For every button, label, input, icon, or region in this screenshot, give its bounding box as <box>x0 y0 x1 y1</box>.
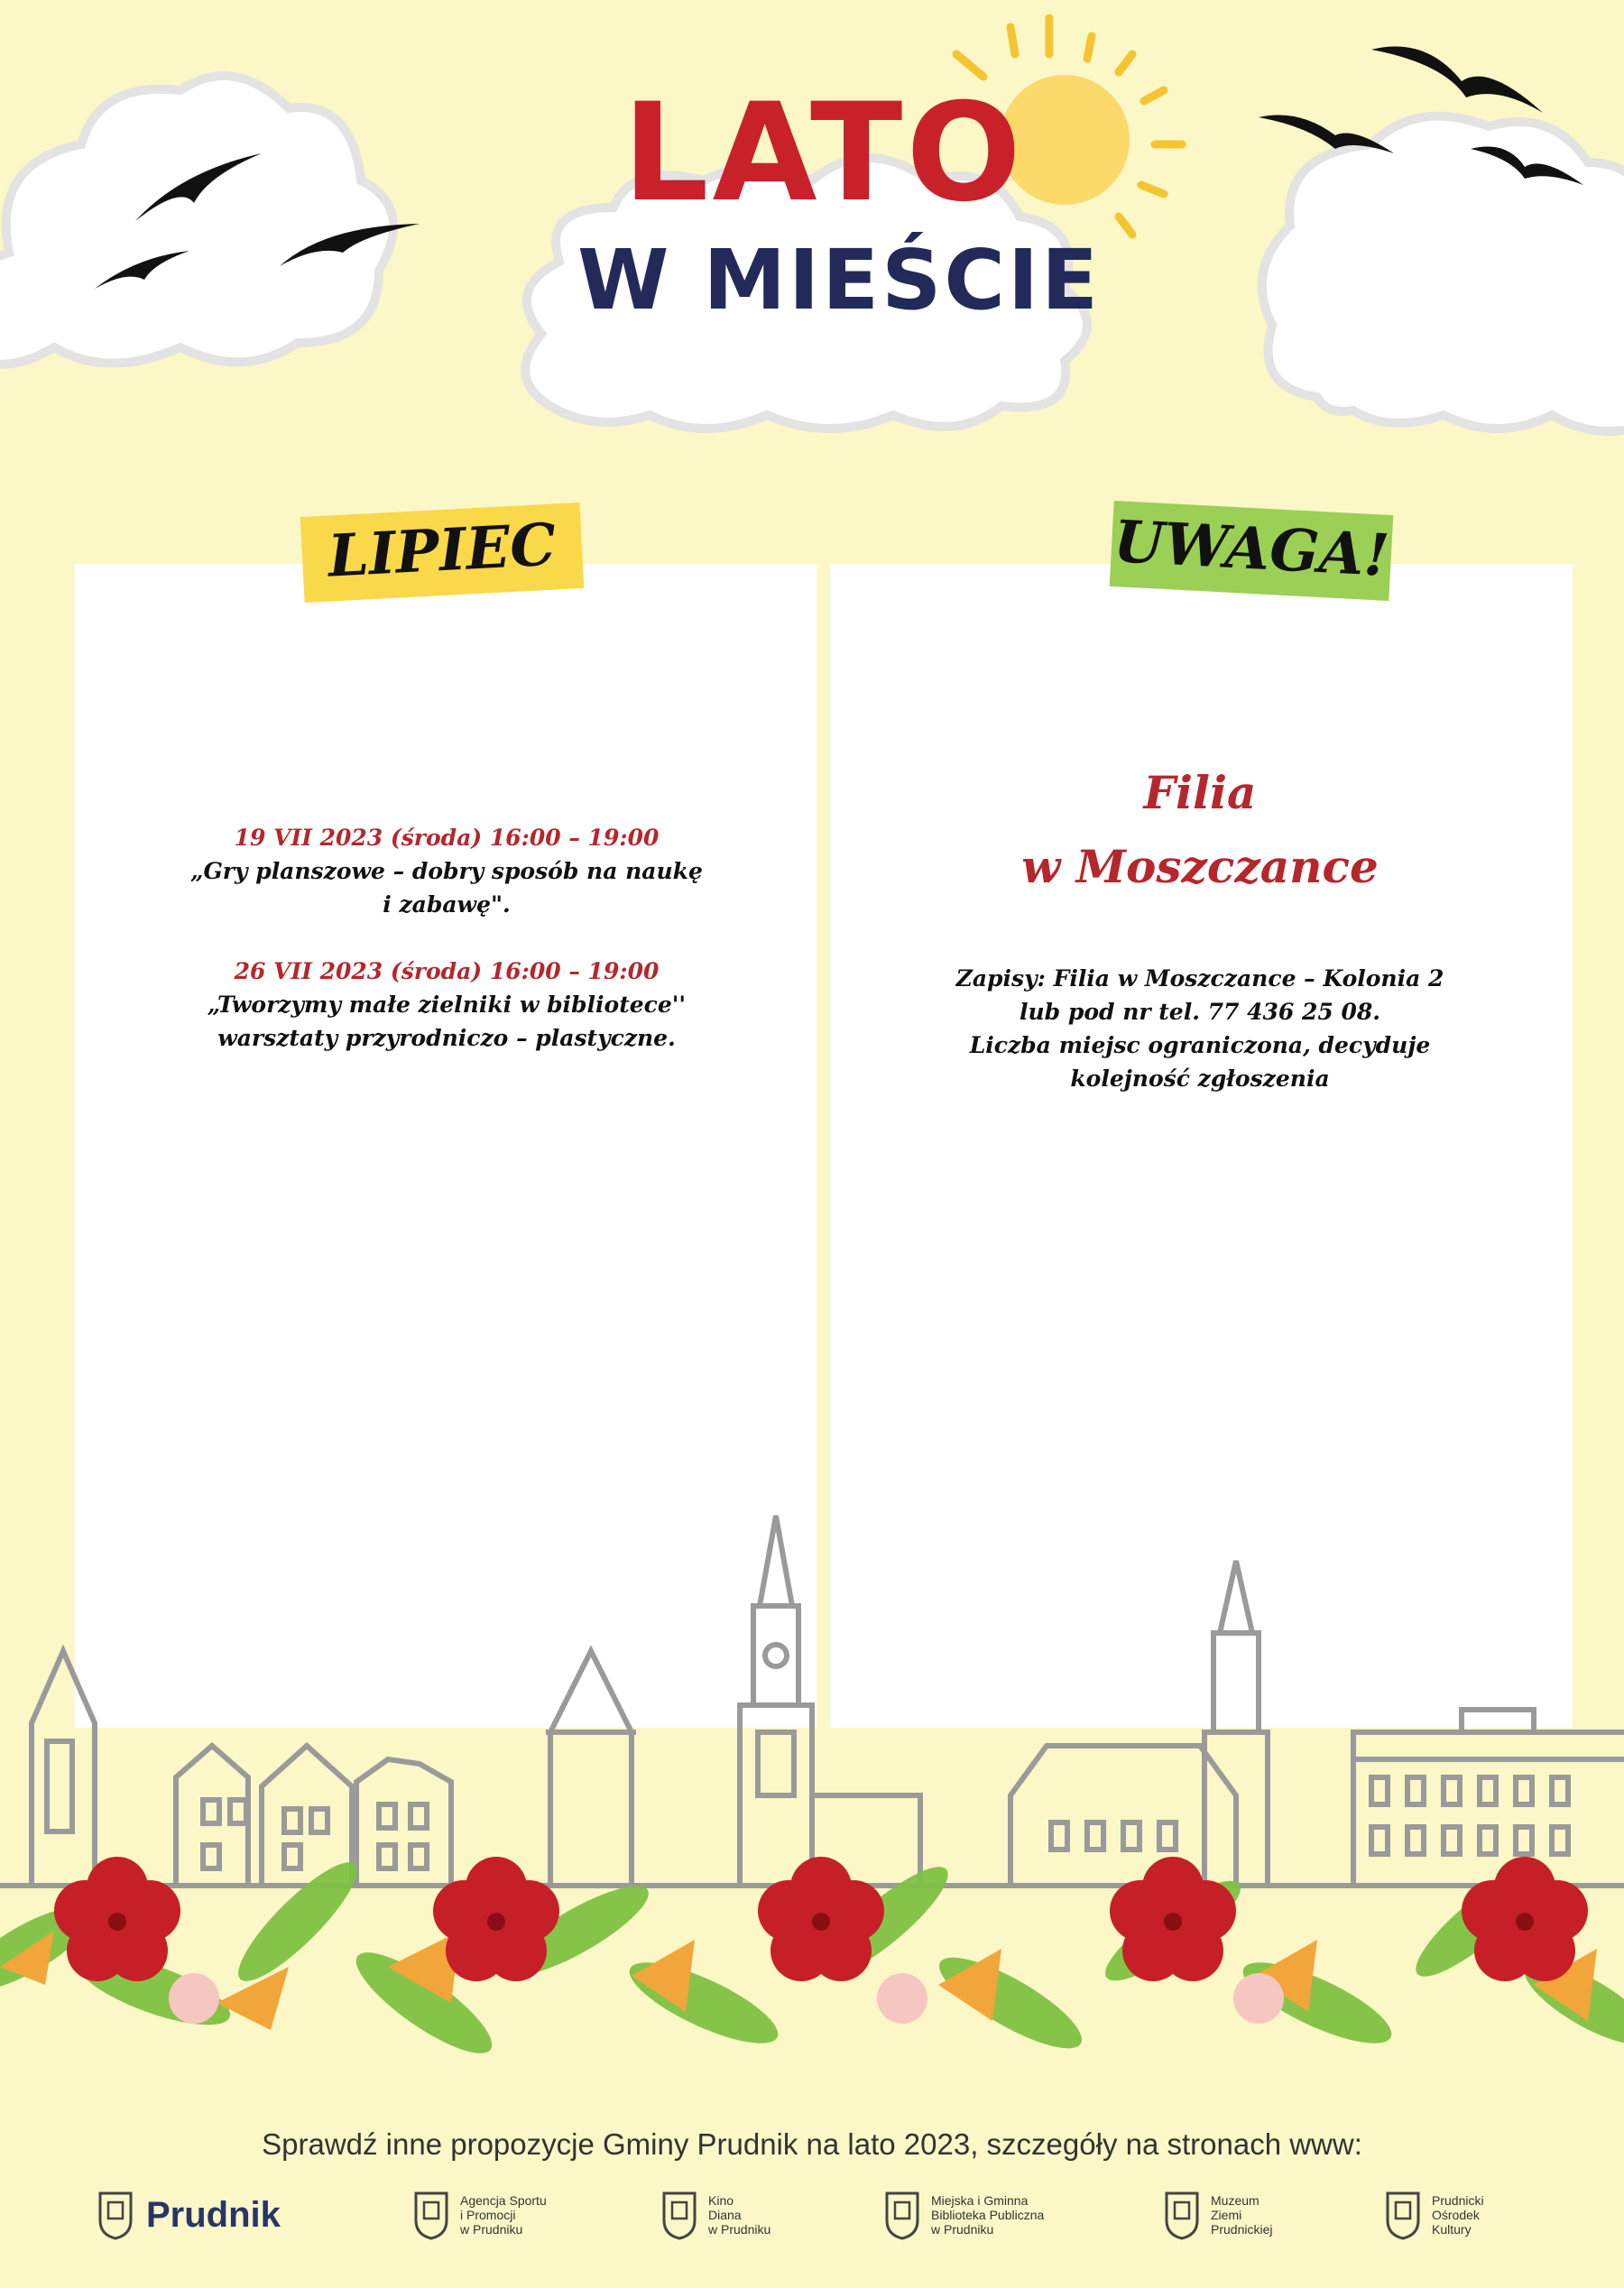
crest-icon <box>884 2190 920 2240</box>
cloud-right <box>1262 116 1624 431</box>
footer-text: Sprawdź inne propozycje Gminy Prudnik na lato 2023, szczegóły na stronach www: <box>262 2127 1362 2161</box>
partner-kino-diana[interactable] <box>661 2188 770 2242</box>
event-title-cont: warsztaty przyrodniczo – plastyczne. <box>217 1025 676 1051</box>
registration-line2: lub pod nr tel. 77 436 25 08. <box>1020 999 1380 1025</box>
branch-line2: w Moszczance <box>1021 840 1379 893</box>
registration-line4: kolejność zgłoszenia <box>1070 1066 1330 1092</box>
partner-muzeum[interactable] <box>1164 2188 1272 2242</box>
partner-osrodek-kultury[interactable] <box>1385 2188 1484 2242</box>
crest-icon <box>413 2190 449 2240</box>
event-title: „Gry planszowe – dobry sposób na naukę <box>190 858 703 884</box>
crest-icon <box>1164 2190 1200 2240</box>
event-1 <box>135 821 758 921</box>
branch-heading <box>857 756 1543 904</box>
branch-line1: Filia <box>1143 766 1257 819</box>
event-date: 26 VII 2023 (środa) 16:00 – 19:00 <box>234 958 660 984</box>
crest-icon <box>97 2190 134 2240</box>
registration-line3: Liczba miejsc ograniczona, decyduje <box>969 1032 1431 1058</box>
partner-label: Prudnik <box>146 2194 281 2235</box>
registration-line1: Zapisy: Filia w Moszczance – Kolonia 2 <box>955 965 1444 992</box>
title-lato: LATO <box>623 75 1025 232</box>
partner-label: Kino Diana w Prudniku <box>708 2193 771 2237</box>
crest-icon <box>1385 2190 1421 2240</box>
partner-biblioteka[interactable] <box>884 2188 1044 2242</box>
cloud-left <box>0 76 393 364</box>
crest-icon <box>661 2190 697 2240</box>
tag-uwaga: UWAGA! <box>1110 501 1394 601</box>
bird-icon <box>1371 47 1543 113</box>
title-w-miescie: W MIEŚCIE <box>577 232 1101 328</box>
bird-icon <box>1259 115 1394 154</box>
partner-label: Muzeum Ziemi Prudnickiej <box>1211 2193 1273 2237</box>
event-2 <box>135 955 758 1055</box>
tag-lipiec: LIPIEC <box>300 503 585 603</box>
partner-label: Agencja Sportu i Promocji w Prudniku <box>460 2193 547 2237</box>
event-title: „Tworzymy małe zielniki w bibliotece'' <box>207 992 687 1018</box>
partner-label: Prudnicki Ośrodek Kultury <box>1432 2193 1484 2237</box>
partner-agencja-sportu[interactable] <box>413 2188 547 2242</box>
registration-info <box>866 962 1534 1095</box>
partner-label: Miejska i Gminna Biblioteka Publiczna w Prudniku <box>931 2193 1045 2237</box>
town-skyline <box>0 1498 1624 2093</box>
event-date: 19 VII 2023 (środa) 16:00 – 19:00 <box>234 825 660 851</box>
event-title-cont: i zabawę". <box>383 891 511 918</box>
partner-prudnik[interactable] <box>97 2188 281 2242</box>
